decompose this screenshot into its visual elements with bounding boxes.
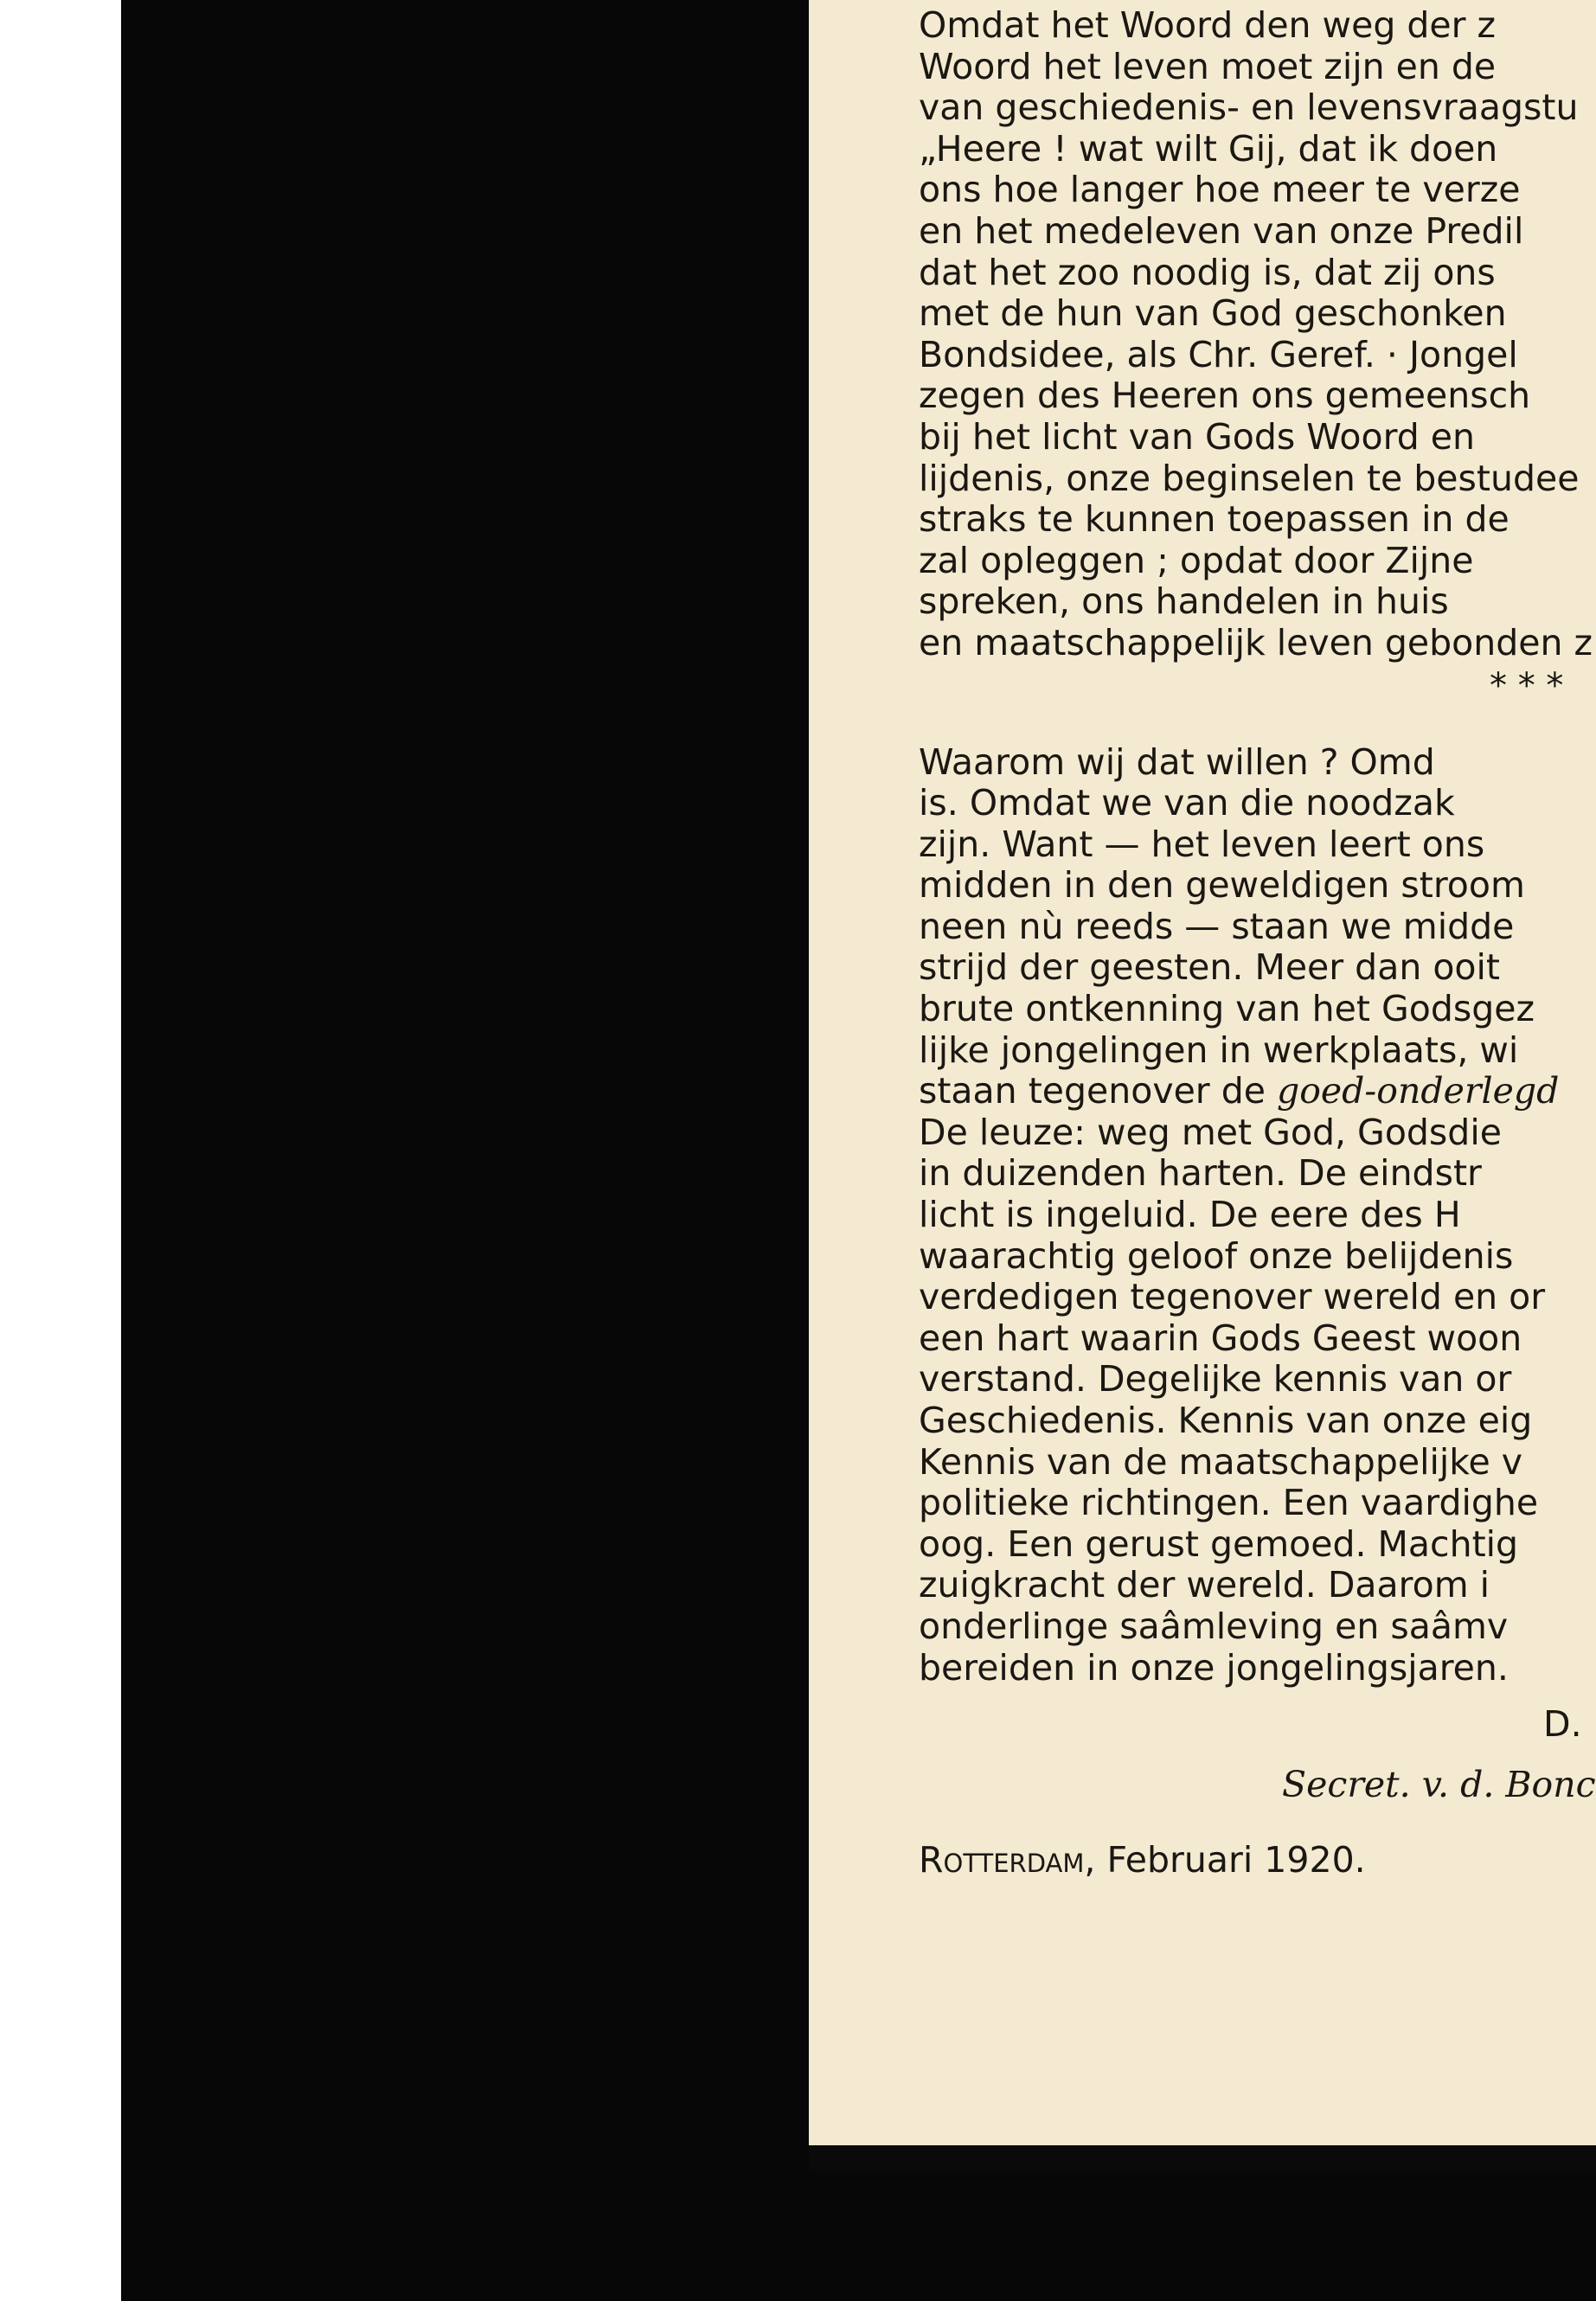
- section-separator: * * *: [1490, 665, 1564, 706]
- text-line: politieke richtingen. Een vaardighe: [919, 1482, 1539, 1524]
- paragraph-1: [919, 5, 1596, 664]
- text-line: zijn. Want — het leven leert ons: [919, 823, 1485, 865]
- text-line: zuigkracht der wereld. Daarom i: [919, 1564, 1490, 1606]
- text-line: en het medeleven van onze Predil: [919, 209, 1524, 252]
- text-line: met de hun van God geschonken: [919, 292, 1507, 335]
- text-line: bereiden in onze jongelingsjaren.: [919, 1646, 1509, 1689]
- text-line: zal opleggen ; opdat door Zijne: [919, 539, 1474, 581]
- text-line: bij het licht van Gods Woord en: [919, 415, 1475, 458]
- text-line: is. Omdat we van die noodzak: [919, 782, 1455, 824]
- text-line: verstand. Degelijke kennis van or: [919, 1358, 1512, 1400]
- text-line: licht is ingeluid. De eere des H: [919, 1194, 1461, 1236]
- paragraph-2: [919, 742, 1596, 1689]
- text-line: Kennis van de maatschappelijke v: [919, 1440, 1523, 1483]
- text-line: Geschiedenis. Kennis van onze eig: [919, 1400, 1533, 1441]
- text-line: van geschiedenis- en levensvraagstu: [919, 87, 1579, 129]
- text-line: spreken, ons handelen in huis: [919, 580, 1449, 623]
- text-line: Waarom wij dat willen ? Omd: [919, 740, 1435, 783]
- text-line: ons hoe langer hoe meer te verze: [919, 169, 1521, 211]
- text-line: zegen des Heeren ons gemeensch: [919, 375, 1531, 417]
- signature-initial: D.: [1543, 1703, 1582, 1746]
- text-line: oog. Een gerust gemoed. Machtig: [919, 1522, 1519, 1565]
- text-line: Omdat het Woord den weg der z: [919, 4, 1497, 46]
- page-edge-shadow: [809, 2145, 1596, 2171]
- text-line: staan tegenover de goed-onderlegd: [919, 1070, 1560, 1112]
- page-text: [919, 5, 1596, 1881]
- italic-phrase: goed-onderlegd: [1276, 1070, 1560, 1112]
- text-line: lijdenis, onze beginselen te bestudee: [919, 457, 1580, 499]
- text-line: De leuze: weg met God, Godsdie: [919, 1111, 1502, 1153]
- text-line: strijd der geesten. Meer dan ooit: [919, 946, 1500, 989]
- date: Februari 1920.: [1106, 1839, 1366, 1881]
- text-line: midden in den geweldigen stroom: [919, 864, 1525, 907]
- text-line: verdedigen tegenover wereld en or: [919, 1276, 1546, 1318]
- text-line: brute ontkenning van het Godsgez: [919, 988, 1535, 1030]
- text-line: straks te kunnen toepassen in de: [919, 498, 1509, 541]
- text-line: onderlinge saâmleving en saâmv: [919, 1605, 1509, 1647]
- text-line: en maatschappelijk leven gebonden z: [919, 621, 1593, 663]
- text-line: in duizenden harten. De eindstr: [919, 1152, 1482, 1195]
- text-line: Bondsidee, als Chr. Geref. · Jongel: [919, 333, 1518, 375]
- text-line: „Heere ! wat wilt Gij, dat ik doen: [919, 127, 1498, 170]
- text-line: een hart waarin Gods Geest woon: [919, 1317, 1522, 1359]
- text-line: waarachtig geloof onze belijdenis: [919, 1234, 1514, 1277]
- place-date: [919, 1840, 1596, 1881]
- text-line: dat het zoo noodig is, dat zij ons: [919, 251, 1496, 293]
- text-line: Woord het leven moet zijn en de: [919, 45, 1497, 87]
- text-line: neen nù reeds — staan we midde: [919, 905, 1515, 947]
- signature-title: Secret. v. d. Bonc: [1282, 1763, 1596, 1805]
- place-name: Rotterdam,: [919, 1839, 1096, 1881]
- text-line: lijke jongelingen in werkplaats, wi: [919, 1029, 1519, 1071]
